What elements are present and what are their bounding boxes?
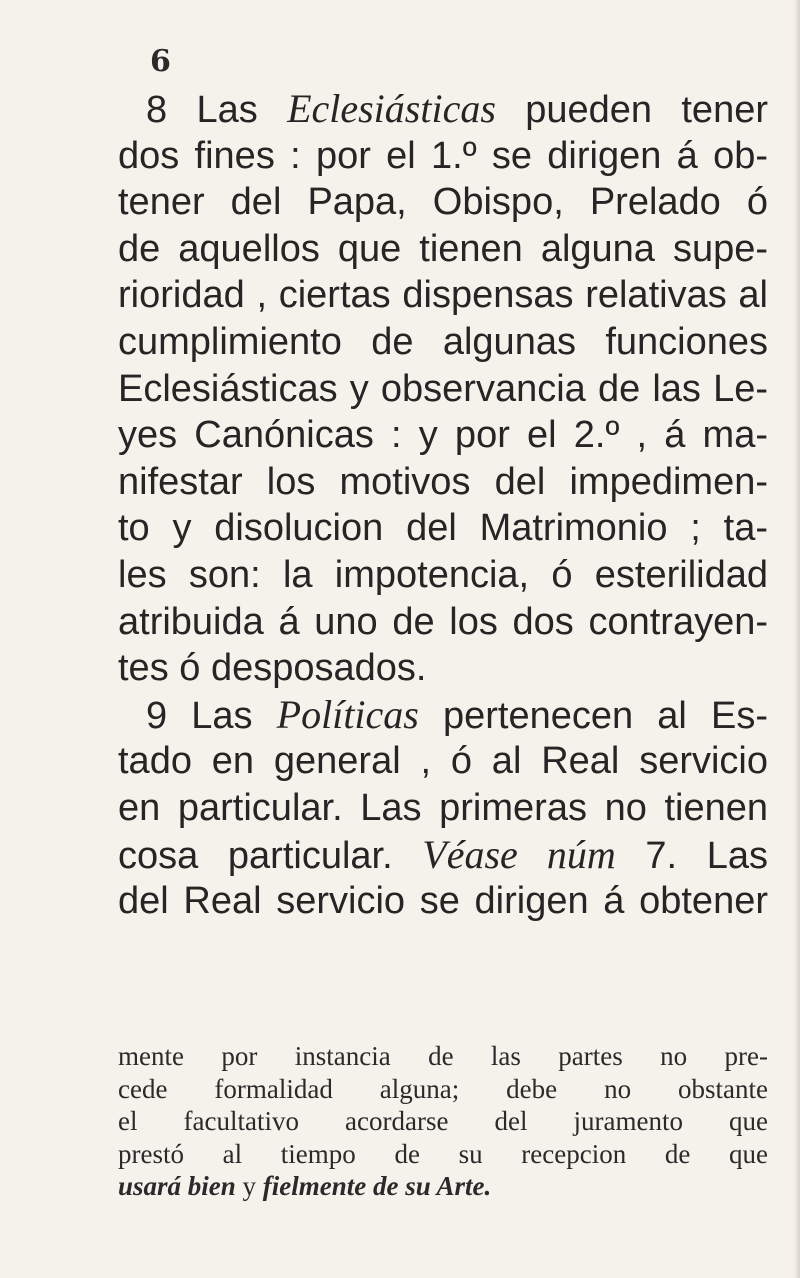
text-line: cumplimiento de algunas funciones — [118, 320, 768, 363]
footnote-line — [118, 1170, 768, 1203]
page-number: 6 — [150, 44, 171, 79]
footnote-block — [118, 1040, 768, 1203]
text-span: pueden tener — [495, 89, 768, 131]
text-line: dos fines : por el 1.º se dirigen á ob- — [118, 134, 768, 177]
italic-term: Véase núm — [422, 831, 616, 877]
footnote-line: cede formalidad alguna; debe no obstante — [118, 1073, 768, 1104]
text-span: y — [235, 1171, 263, 1201]
footnote-line: mente por instancia de las partes no pre- — [118, 1041, 768, 1071]
text-line: rioridad , ciertas dispensas relativas al — [118, 274, 768, 317]
main-text-block — [118, 86, 768, 925]
text-line: en particular. Las primeras no tienen — [118, 786, 768, 829]
text-line — [118, 692, 768, 739]
paragraph-8 — [118, 86, 768, 692]
text-line: tes ó desposados. — [118, 647, 427, 690]
italic-term: fielmente de su Arte. — [262, 1171, 492, 1201]
text-span: 7. Las — [615, 834, 768, 877]
italic-term: usará bien — [118, 1171, 236, 1201]
footnote-line: el facultativo acordarse del juramento que — [118, 1106, 768, 1136]
text-span: 9 Las — [146, 694, 277, 737]
text-line: tener del Papa, Obispo, Prelado ó — [118, 181, 768, 224]
text-line: les son: la impotencia, ó esterilidad — [118, 553, 768, 596]
text-line: nifestar los motivos del impedimen- — [118, 460, 768, 503]
text-line: to y disolucion del Matrimonio ; ta- — [118, 507, 768, 550]
page-edge — [794, 0, 800, 1278]
text-span: cosa particular. — [118, 834, 423, 877]
text-span: 8 Las — [146, 89, 288, 131]
text-line: yes Canónicas : y por el 2.º , á ma- — [118, 414, 768, 457]
italic-term: Políticas — [276, 691, 419, 737]
text-line — [118, 832, 768, 879]
text-line: atribuida á uno de los dos contrayen- — [118, 600, 768, 643]
italic-term: Eclesiásticas — [287, 86, 496, 131]
footnote-line: prestó al tiempo de su recepcion de que — [118, 1138, 768, 1169]
text-line: del Real servicio se dirigen á obtener — [118, 880, 768, 923]
text-line: Eclesiásticas y observancia de las Le- — [118, 367, 768, 410]
paragraph-9 — [118, 692, 768, 925]
text-line — [118, 86, 768, 133]
text-span: pertenecen al Es- — [418, 694, 768, 737]
text-line: tado en general , ó al Real servicio — [118, 740, 768, 783]
text-line: de aquellos que tienen alguna supe- — [118, 227, 768, 270]
